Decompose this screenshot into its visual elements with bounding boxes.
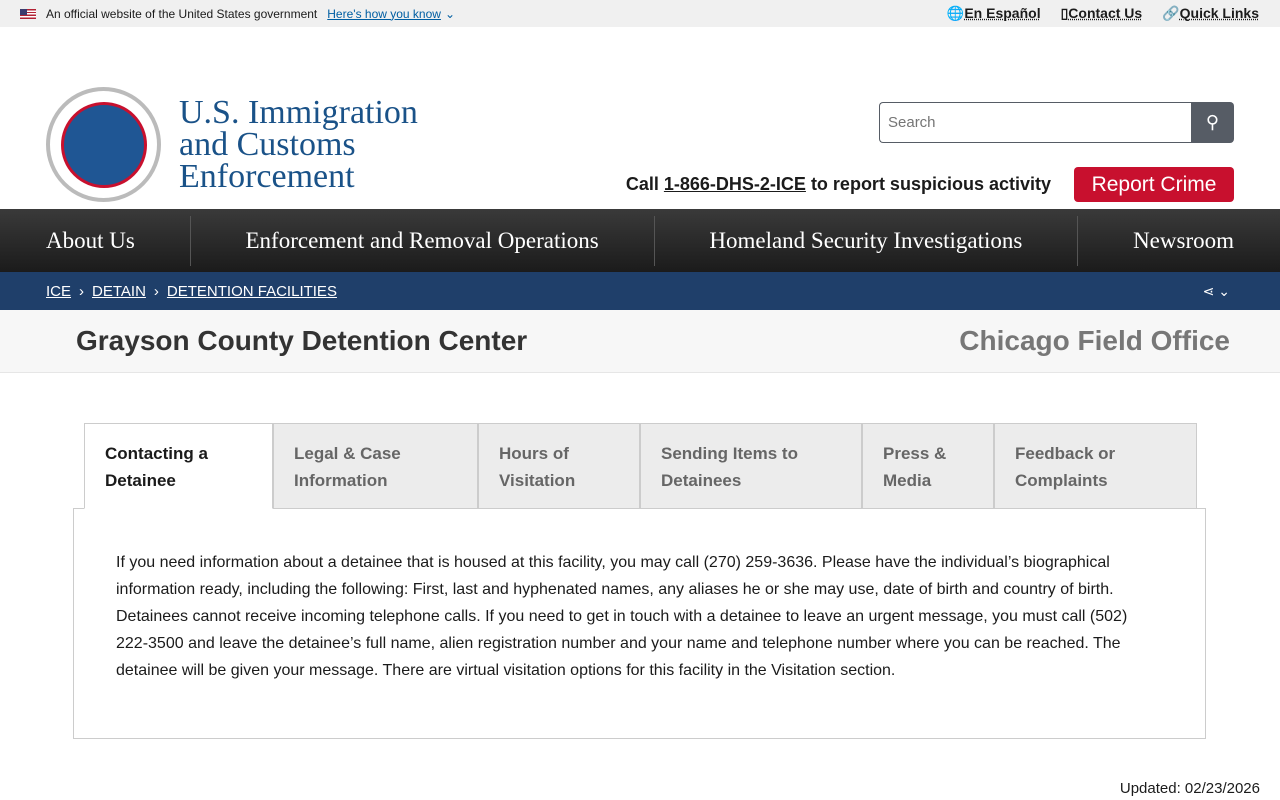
link-icon: 🔗 [1162,5,1180,21]
title-bar [0,310,1280,373]
tab-press-media[interactable]: Press & Media [862,423,994,509]
phone-icon: ▯ [1060,5,1069,21]
quick-links-link[interactable]: 🔗Quick Links [1162,5,1259,21]
tab-feedback[interactable]: Feedback or Complaints [994,423,1197,509]
field-office: Chicago Field Office [959,325,1230,356]
chevron-right-icon: › [79,282,85,300]
divider [1077,216,1078,266]
globe-icon: 🌐 [946,5,965,21]
tab-panel [73,508,1206,739]
divider [190,216,191,266]
updated-date: Updated: 02/23/2026 [1119,780,1260,797]
logo-line: U.S. Immigration [179,94,418,131]
main-nav [0,209,1280,272]
us-flag-icon [20,9,36,19]
chevron-right-icon: › [153,282,159,300]
breadcrumb-detention-facilities[interactable]: DETENTION FACILITIES [166,282,337,300]
how-you-know-link[interactable]: Here's how you know [327,6,441,21]
tab-legal-case[interactable]: Legal & Case Information [273,423,478,509]
chevron-down-icon: ⌄ [444,6,456,21]
nav-ero[interactable]: Enforcement and Removal Operations [245,227,599,253]
panel-text: If you need information about a detainee that is housed at this facility, you may call (270) 259-3636. Please have the individual’s biographical information ready, including the following: First, last and hyphenated names, any aliases he or she may use, date of birth and country of birth. Detainees cannot receive incoming telephone calls. If you need to get in touch with a detainee to leave an urgent message, you must call (502) 222-3500 and leave the detainee’s full name, alien registration number and your name and telephone number where you can be reached. The detainee will be given your message. There are virtual visitation options for this facility in the Visitation section. [116,554,1128,679]
tab-sending-items[interactable]: Sending Items to Detainees [640,423,862,509]
nav-newsroom[interactable]: Newsroom [1133,227,1234,253]
banner-text: An official website of the United States government [46,6,318,21]
search-icon: ⚲ [1205,112,1220,132]
tip-phone-link[interactable]: 1-866-DHS-2-ICE [663,174,806,194]
nav-hsi[interactable]: Homeland Security Investigations [709,227,1023,253]
tab-hours-visitation[interactable]: Hours of Visitation [478,423,640,509]
share-icon[interactable]: ⋖ ⌄ [1202,282,1230,299]
facility-tabs [84,423,1197,509]
breadcrumb-detain[interactable]: DETAIN [92,282,146,300]
contact-us-link[interactable]: ▯Contact Us [1060,5,1143,21]
divider [654,216,655,266]
search-button[interactable] [1191,102,1234,143]
search-form [879,102,1234,143]
search-input[interactable] [879,102,1191,143]
page-title: Grayson County Detention Center [76,325,528,356]
logo-line: and Customs [179,126,356,163]
gov-banner [0,0,1280,27]
logo-line: Enforcement [179,158,355,195]
dhs-seal-logo[interactable] [46,87,161,202]
tab-contacting-detainee[interactable]: Contacting a Detainee [84,423,273,509]
breadcrumb-ice[interactable]: ICE [46,282,72,300]
breadcrumb [0,272,1280,310]
ice-wordmark[interactable] [179,94,418,195]
nav-about-us[interactable]: About Us [46,227,135,253]
espanol-link[interactable]: 🌐En Español [946,5,1041,21]
report-crime-button[interactable]: Report Crime [1074,167,1234,202]
report-call-text: Call 1-866-DHS-2-ICE to report suspicious activity [625,174,1051,194]
site-header [0,27,1280,209]
